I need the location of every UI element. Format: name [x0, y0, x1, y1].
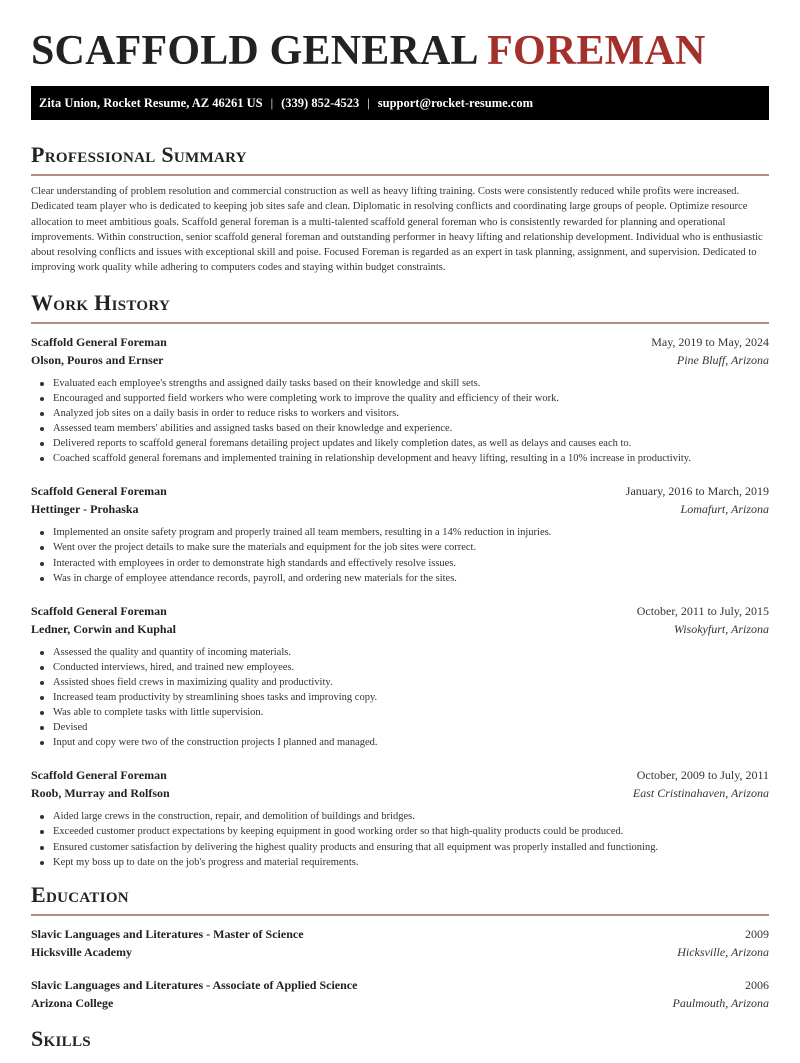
contact-address: Zita Union, Rocket Resume, AZ 46261 US [39, 95, 263, 110]
edu-year: 2009 [745, 926, 769, 941]
job-dates: October, 2011 to July, 2015 [636, 603, 769, 618]
contact-bar [31, 86, 769, 120]
job-entry [31, 482, 769, 585]
section-divider [31, 914, 769, 916]
section-heading-work-history: Work History [31, 289, 171, 315]
job-dates: May, 2019 to May, 2024 [651, 334, 769, 349]
job-dates: October, 2009 to July, 2011 [636, 768, 769, 783]
work-history-section [31, 290, 769, 870]
bullet-item: Evaluated each employee's strengths and assigned daily tasks based on their knowledge and skill sets. [53, 376, 769, 391]
section-heading-skills: Skills [31, 1025, 91, 1051]
job-title: Scaffold General Foreman [31, 603, 167, 618]
job-bullets [31, 525, 769, 585]
bullet-item: Assessed the quality and quantity of incoming materials. [53, 645, 769, 660]
job-entry [31, 766, 769, 869]
education-entry [31, 925, 769, 961]
job-bullets [31, 645, 769, 751]
bullet-item: Delivered reports to scaffold general foremans detailing project updates and likely completion dates, as well as delays and causes each to. [53, 436, 769, 451]
job-entry [31, 602, 769, 751]
edu-degree: Slavic Languages and Literatures - Master of Science [31, 926, 304, 941]
bullet-item: Conducted interviews, hired, and trained new employees. [53, 660, 769, 675]
bullet-item: Implemented an onsite safety program and properly trained all team members, resulting in a 14% reduction in injuries. [53, 525, 769, 540]
resume-title [31, 28, 769, 74]
education-section [31, 882, 769, 1012]
bullet-item: Exceeded customer product expectations by keeping equipment in good working order so that high-quality products could be produced. [53, 824, 769, 839]
contact-separator: | [367, 95, 370, 110]
job-company: Roob, Murray and Rolfson [31, 786, 170, 801]
edu-location: Hicksville, Arizona [677, 944, 769, 959]
job-title: Scaffold General Foreman [31, 768, 167, 783]
bullet-item: Aided large crews in the construction, repair, and demolition of buildings and bridges. [53, 809, 769, 824]
job-title: Scaffold General Foreman [31, 484, 167, 499]
contact-separator: | [270, 95, 274, 110]
bullet-item: Assessed team members' abilities and assigned tasks based on their knowledge and experience. [53, 421, 769, 436]
job-bullets [31, 376, 769, 467]
contact-phone: (339) 852-4523 [281, 95, 360, 110]
bullet-item: Coached scaffold general foremans and implemented training in relationship development and heavy lifting, resulting in a 10% increase in productivity. [53, 451, 769, 466]
job-company: Hettinger - Prohaska [31, 502, 139, 517]
bullet-item: Analyzed job sites on a daily basis in order to reduce risks to workers and visitors. [53, 406, 769, 421]
bullet-item: Interacted with employees in order to demonstrate high standards and effectively resolve issues. [53, 556, 769, 571]
job-company: Olson, Pouros and Ernser [31, 352, 164, 367]
section-divider [31, 322, 769, 324]
summary-section [31, 142, 769, 276]
resume-page [0, 28, 800, 1052]
bullet-item: Was in charge of employee attendance records, payroll, and ordering new materials for the sites. [53, 571, 769, 586]
job-title: Scaffold General Foreman [31, 334, 167, 349]
title-accent: FOREMAN [487, 28, 706, 74]
bullet-item: Devised [53, 720, 769, 735]
bullet-item: Assisted shoes field crews in maximizing quality and productivity. [53, 675, 769, 690]
bullet-item: Input and copy were two of the construction projects I planned and managed. [53, 735, 769, 750]
edu-year: 2006 [745, 977, 769, 992]
education-entry [31, 976, 769, 1012]
job-bullets [31, 809, 769, 869]
title-main: SCAFFOLD GENERAL [31, 28, 477, 74]
job-dates: January, 2016 to March, 2019 [625, 484, 769, 499]
edu-school: Arizona College [31, 995, 114, 1010]
contact-email: support@rocket-resume.com [377, 95, 534, 110]
edu-school: Hicksville Academy [31, 944, 132, 959]
bullet-item: Increased team productivity by streamlining shoes tasks and improving copy. [53, 690, 769, 705]
bullet-item: Encouraged and supported field workers who were completing work to improve the quality and efficiency of their work. [53, 391, 769, 406]
bullet-item: Kept my boss up to date on the job's progress and material requirements. [53, 855, 769, 870]
bullet-item: Went over the project details to make sure the materials and equipment for the job sites were correct. [53, 540, 769, 555]
job-location: Lomafurt, Arizona [680, 502, 769, 517]
bullet-item: Was able to complete tasks with little supervision. [53, 705, 769, 720]
section-heading-education: Education [31, 881, 129, 907]
summary-text: Clear understanding of problem resolution and commercial construction as well as heavy lifting training. Costs were consistently reduced while profits were increased. Dedicated team player who is dedicated to keeping job sites safe and clean. Diplomatic in resolving conflicts and coordinating large groups of people. Optimize resource allocation to meet ambitious goals. Scaffold general foreman is a multi-talented scaffold general foreman who is consistently rewarded for planning and operational improvements. Within construction, senior scaffold general foreman and outstanding performer in heavy lifting and relationship development. Individual who is enthusiastic about resolving conflicts and issues with exceptional skill and poise. Focused Foreman is regarded as an expert in task planning, assignment, and supervision. Dedicated to improving work quality while adhering to computers codes and staying within budget constraints. [31, 186, 763, 274]
job-entry [31, 333, 769, 467]
job-location: Wisokyfurt, Arizona [673, 621, 769, 636]
skills-section [31, 1026, 769, 1052]
edu-degree: Slavic Languages and Literatures - Associate of Applied Science [31, 977, 358, 992]
job-location: Pine Bluff, Arizona [676, 352, 769, 367]
bullet-item: Ensured customer satisfaction by delivering the highest quality products and ensuring that all equipment was properly installed and functioning. [53, 840, 769, 855]
job-location: East Cristinahaven, Arizona [632, 786, 769, 801]
section-divider [31, 174, 769, 176]
job-company: Ledner, Corwin and Kuphal [31, 621, 176, 636]
edu-location: Paulmouth, Arizona [672, 995, 769, 1010]
section-heading-summary: Professional Summary [31, 142, 247, 167]
